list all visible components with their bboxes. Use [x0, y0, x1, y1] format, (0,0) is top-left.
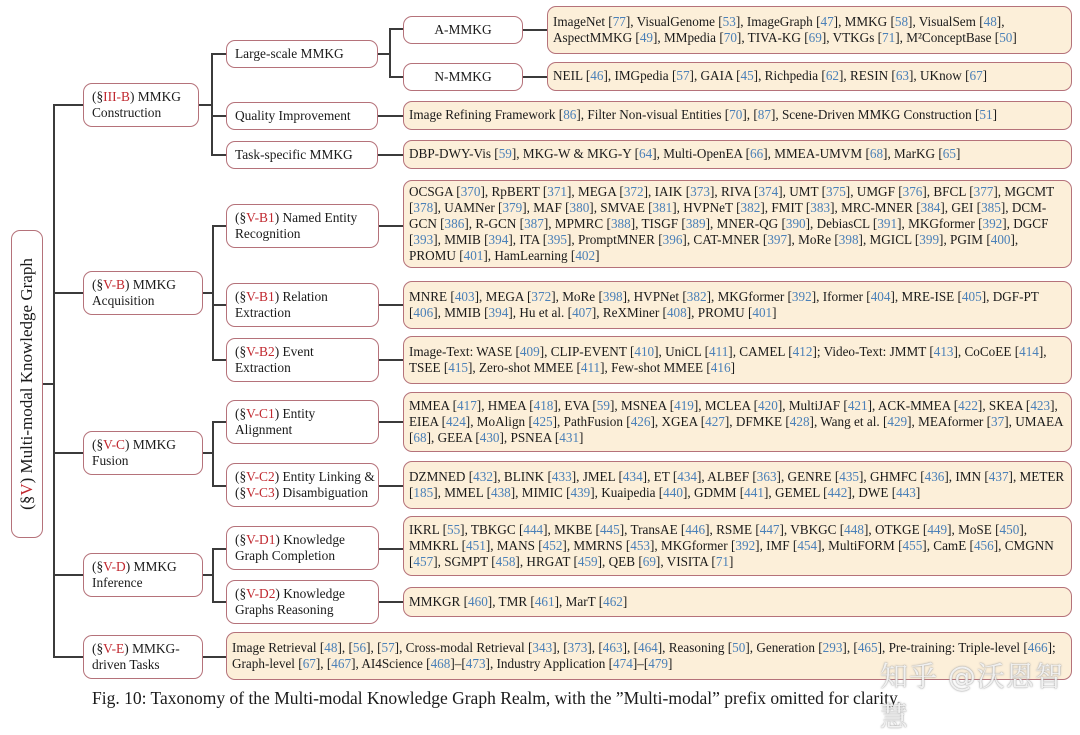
citation-number[interactable]: 382: [686, 288, 707, 304]
citation-number[interactable]: 371: [547, 183, 568, 199]
citation-number[interactable]: 467: [331, 656, 352, 671]
citation-number[interactable]: 395: [547, 232, 567, 248]
citation-number[interactable]: 398: [602, 288, 623, 304]
citation-number[interactable]: 63: [895, 68, 910, 84]
leaf-kg-reasoning-works: MMKGR [460], TMR [461], MarT [462]: [403, 587, 1072, 617]
citation-number[interactable]: 394: [488, 305, 509, 320]
watermark: 知乎 @沃恩智慧: [880, 660, 1064, 733]
citation-number[interactable]: 392: [791, 288, 812, 304]
citation-number[interactable]: 416: [710, 360, 731, 375]
leaf-a-mmkg-works: ImageNet [77], VisualGenome [53], ImageGraph [47], MMKG [58], VisualSem [48], AspectMMKG [49], MMpedia [70], TIVA-KG [69], VTKGs [71], M²ConceptBase [50]: [547, 6, 1072, 54]
citation-number[interactable]: 392: [735, 537, 756, 553]
root-node: [11, 230, 43, 538]
citation-number[interactable]: 460: [468, 593, 488, 609]
citation-number[interactable]: 429: [887, 413, 908, 429]
citation-number[interactable]: 448: [844, 521, 864, 537]
citation-number[interactable]: 50: [999, 30, 1013, 45]
leaf-entity-alignment-works: MMEA [417], HMEA [418], EVA [59], MSNEA [419], MCLEA [420], MultiJAF [421], ACK-MMEA [422], SKEA [423], EIEA [424], MoAlign [425], PathFusion [426], XGEA [427], DFMKE [428], Wang et al. [429], MEAformer [37], UMAEA [68], GEEA [430], PSNEA [431]: [403, 392, 1072, 452]
leaf-driven-tasks-works: Image Retrieval [48], [56], [57], Cross-modal Retrieval [343], [373], [463], [464], Reasoning [50], Generation [293], [465], Pre-training: Triple-level [466]; Graph-level [67], [467], AI4Science [468]–[473], Industry Application [474]–[479]: [226, 632, 1072, 680]
citation-number[interactable]: 446: [685, 521, 706, 537]
citation-number[interactable]: 386: [444, 215, 465, 231]
citation-number[interactable]: 399: [919, 232, 940, 248]
citation-number[interactable]: 458: [495, 554, 516, 570]
citation-number[interactable]: 444: [523, 521, 544, 537]
citation-number[interactable]: 51: [979, 107, 993, 123]
citation-number[interactable]: 434: [622, 468, 643, 484]
citation-number[interactable]: 59: [498, 146, 512, 162]
citation-number[interactable]: 373: [567, 639, 588, 655]
node-knowledge-graphs-reasoning: (§V-D2) Knowledge Graphs Reasoning: [226, 580, 379, 624]
node-a-mmkg: A-MMKG: [403, 16, 523, 44]
node-named-entity-recognition: (§V-B1) Named Entity Recognition: [226, 204, 379, 248]
citation-number[interactable]: 77: [612, 13, 626, 29]
node-quality-improvement: Quality Improvement: [226, 102, 378, 130]
citation-number[interactable]: 442: [827, 485, 848, 500]
citation-number[interactable]: 468: [430, 656, 451, 671]
figure-caption: Fig. 10: Taxonomy of the Multi-modal Knowledge Graph Realm, with the ”Multi-modal” prefix omitted for clarity.: [92, 688, 901, 708]
citation-number[interactable]: 456: [973, 537, 994, 553]
citation-number[interactable]: 400: [990, 232, 1011, 248]
citation-number[interactable]: 435: [839, 468, 859, 484]
citation-number[interactable]: 425: [532, 413, 553, 429]
citation-number[interactable]: 414: [1019, 343, 1039, 359]
citation-number[interactable]: 406: [413, 305, 434, 320]
citation-number[interactable]: 402: [575, 248, 596, 264]
leaf-task-specific-works: DBP-DWY-Vis [59], MKG-W & MKG-Y [64], Multi-OpenEA [66], MMEA-UMVM [68], MarKG [65]: [403, 140, 1072, 169]
category-fusion: (§V-C) MMKG Fusion: [83, 431, 203, 475]
citation-number[interactable]: 455: [902, 537, 923, 553]
citation-number[interactable]: 427: [705, 413, 725, 429]
citation-number[interactable]: 381: [652, 199, 673, 215]
citation-number[interactable]: 443: [896, 485, 916, 500]
citation-number[interactable]: 56: [352, 639, 367, 655]
citation-number[interactable]: 436: [924, 468, 945, 484]
citation-number[interactable]: 47: [820, 13, 834, 29]
citation-number[interactable]: 71: [715, 554, 729, 570]
citation-number[interactable]: 424: [446, 413, 466, 429]
citation-number[interactable]: 388: [610, 215, 631, 231]
citation-number[interactable]: 417: [457, 397, 477, 413]
citation-number[interactable]: 461: [534, 593, 555, 609]
node-n-mmkg: N-MMKG: [403, 63, 523, 91]
citation-number[interactable]: 67: [302, 656, 316, 671]
node-relation-extraction: (§V-B1) Relation Extraction: [226, 283, 379, 327]
citation-number[interactable]: 70: [729, 107, 743, 123]
citation-number[interactable]: 45: [740, 68, 754, 84]
citation-number[interactable]: 293: [822, 639, 843, 655]
citation-number[interactable]: 405: [961, 288, 982, 304]
citation-number[interactable]: 418: [533, 397, 554, 413]
citation-number[interactable]: 428: [789, 413, 810, 429]
citation-number[interactable]: 453: [630, 537, 651, 553]
citation-number[interactable]: 439: [570, 485, 591, 500]
citation-number[interactable]: 422: [958, 397, 978, 413]
citation-number[interactable]: 464: [637, 639, 658, 655]
node-entity-linking-disambiguation: (§V-C2) Entity Linking & (§V-C3) Disambiguation: [226, 463, 379, 507]
citation-number[interactable]: 374: [758, 183, 779, 199]
leaf-quality-improvement-works: Image Refining Framework [86], Filter Non-visual Entities [70], [87], Scene-Driven MMKG Construction [51]: [403, 101, 1072, 130]
citation-number[interactable]: 64: [639, 146, 653, 162]
citation-number[interactable]: 372: [531, 288, 552, 304]
category-acquisition: (§V-B) MMKG Acquisition: [83, 271, 203, 315]
citation-number[interactable]: 68: [413, 430, 427, 446]
citation-number[interactable]: 343: [532, 639, 553, 655]
citation-number[interactable]: 462: [603, 593, 623, 609]
citation-number[interactable]: 376: [902, 183, 923, 199]
leaf-ner-works: OCSGA [370], RpBERT [371], MEGA [372], IAIK [373], RIVA [374], UMT [375], UMGF [376], BFCL [377], MGCMT [378], UAMNer [379], MAF [380], SMVAE [381], HVPNeT [382], FMIT [383], MRC-MNER [384], GEI [385], DCM-GCN [386], R-GCN [387], MPMRC [388], TISGF [389], MNER-QG [390], DebiasCL [391], MKGformer [392], DGCF [393], MMIB [394], ITA [395], PromptMNER [396], CAT-MNER [397], MoRe [398], MGICL [399], PGIM [400], PROMU [401], HamLearning [402]: [403, 180, 1072, 268]
citation-number[interactable]: 50: [732, 639, 746, 655]
node-large-scale-mmkg: Large-scale MMKG: [226, 40, 378, 68]
citation-number[interactable]: 452: [542, 537, 563, 553]
leaf-relation-extraction-works: MNRE [403], MEGA [372], MoRe [398], HVPNet [382], MKGformer [392], Iformer [404], MRE-ISE [405], DGF-PT [406], MMIB [394], Hu et al. [407], ReXMiner [408], PROMU [401]: [403, 281, 1072, 329]
leaf-event-extraction-works: Image-Text: WASE [409], CLIP-EVENT [410], UniCL [411], CAMEL [412]; Video-Text: JMMT [413], CoCoEE [414], TSEE [415], Zero-shot MMEE [411], Few-shot MMEE [416]: [403, 336, 1072, 384]
citation-number[interactable]: 46: [590, 68, 604, 84]
citation-number[interactable]: 397: [767, 232, 788, 248]
citation-number[interactable]: 447: [759, 521, 780, 537]
citation-number[interactable]: 382: [740, 199, 761, 215]
citation-number[interactable]: 454: [797, 537, 818, 553]
root-label: (§V) Multi-modal Knowledge Graph: [17, 258, 36, 510]
citation-number[interactable]: 451: [466, 537, 486, 553]
citation-number[interactable]: 440: [663, 485, 683, 500]
citation-number[interactable]: 479: [648, 656, 668, 671]
citation-number[interactable]: 66: [750, 146, 764, 162]
citation-number[interactable]: 419: [674, 397, 694, 413]
citation-number[interactable]: 392: [982, 215, 1003, 231]
citation-number[interactable]: 463: [602, 639, 623, 655]
citation-number[interactable]: 385: [981, 199, 1001, 215]
citation-number[interactable]: 55: [446, 521, 461, 537]
category-construction: (§III-B) MMKG Construction: [83, 83, 199, 127]
citation-number[interactable]: 420: [758, 397, 778, 413]
citation-number[interactable]: 62: [825, 68, 840, 84]
citation-number[interactable]: 413: [933, 343, 954, 359]
node-knowledge-graph-completion: (§V-D1) Knowledge Graph Completion: [226, 526, 379, 570]
citation-number[interactable]: 387: [524, 215, 544, 231]
citation-number[interactable]: 411: [709, 343, 729, 359]
citation-number[interactable]: 53: [722, 13, 736, 29]
citation-number[interactable]: 48: [324, 639, 338, 655]
citation-number[interactable]: 459: [577, 554, 598, 570]
citation-number[interactable]: 378: [413, 199, 434, 215]
citation-number[interactable]: 363: [756, 468, 777, 484]
citation-number[interactable]: 380: [569, 199, 590, 215]
citation-number[interactable]: 377: [973, 183, 994, 199]
citation-number[interactable]: 185: [413, 485, 434, 500]
citation-number[interactable]: 404: [870, 288, 891, 304]
citation-number[interactable]: 421: [847, 397, 868, 413]
node-event-extraction: (§V-B2) Event Extraction: [226, 338, 379, 382]
citation-number[interactable]: 37: [991, 413, 1005, 429]
category-inference: (§V-D) MMKG Inference: [83, 553, 203, 597]
citation-number[interactable]: 68: [869, 146, 884, 162]
citation-number[interactable]: 59: [596, 397, 610, 413]
citation-number[interactable]: 441: [744, 485, 764, 500]
citation-number[interactable]: 69: [808, 30, 822, 45]
citation-number[interactable]: 426: [630, 413, 651, 429]
citation-number[interactable]: 391: [877, 215, 898, 231]
leaf-entity-linking-works: DZMNED [432], BLINK [433], JMEL [434], ET [434], ALBEF [363], GENRE [435], GHMFC [436], IMN [437], METER [185], MMEL [438], MIMIC [439], Kuaipedia [440], GDMM [441], GEMEL [442], DWE [443]: [403, 461, 1072, 509]
citation-number[interactable]: 375: [826, 183, 846, 199]
citation-number[interactable]: 449: [927, 521, 948, 537]
citation-number[interactable]: 457: [413, 554, 434, 570]
citation-number[interactable]: 423: [1030, 397, 1051, 413]
citation-number[interactable]: 58: [894, 13, 909, 29]
citation-number[interactable]: 432: [473, 468, 493, 484]
citation-number[interactable]: 431: [559, 430, 580, 446]
citation-number[interactable]: 379: [502, 199, 523, 215]
citation-number[interactable]: 433: [551, 468, 572, 484]
citation-number[interactable]: 87: [757, 107, 771, 123]
citation-number[interactable]: 407: [572, 305, 592, 320]
citation-number[interactable]: 57: [381, 639, 395, 655]
citation-number[interactable]: 409: [519, 343, 540, 359]
citation-number[interactable]: 408: [666, 305, 687, 320]
citation-number[interactable]: 445: [599, 521, 620, 537]
citation-number[interactable]: 438: [490, 485, 511, 500]
citation-number[interactable]: 384: [920, 199, 941, 215]
citation-number[interactable]: 69: [642, 554, 656, 570]
citation-number[interactable]: 396: [662, 232, 683, 248]
citation-number[interactable]: 383: [810, 199, 831, 215]
citation-number[interactable]: 415: [448, 360, 468, 375]
citation-number[interactable]: 466: [1027, 639, 1048, 655]
category-tasks: (§V-E) MMKG- driven Tasks: [83, 635, 203, 679]
citation-number[interactable]: 401: [463, 248, 484, 264]
citation-number[interactable]: 70: [723, 30, 737, 45]
citation-number[interactable]: 434: [677, 468, 698, 484]
citation-number[interactable]: 389: [685, 215, 706, 231]
citation-number[interactable]: 393: [413, 232, 434, 248]
citation-number[interactable]: 71: [882, 30, 896, 45]
node-task-specific-mmkg: Task-specific MMKG: [226, 141, 378, 169]
citation-number[interactable]: 48: [983, 13, 997, 29]
citation-number[interactable]: 437: [988, 468, 1009, 484]
citation-number[interactable]: 394: [488, 232, 509, 248]
citation-number[interactable]: 450: [999, 521, 1020, 537]
citation-number[interactable]: 390: [785, 215, 806, 231]
citation-number[interactable]: 370: [460, 183, 481, 199]
citation-number[interactable]: 473: [465, 656, 486, 671]
citation-number[interactable]: 403: [454, 288, 475, 304]
citation-number[interactable]: 474: [613, 656, 633, 671]
citation-number[interactable]: 65: [942, 146, 956, 162]
citation-number[interactable]: 67: [969, 68, 983, 84]
citation-number[interactable]: 401: [752, 305, 773, 320]
leaf-n-mmkg-works: NEIL [46], IMGpedia [57], GAIA [45], Richpedia [62], RESIN [63], UKnow [67]: [547, 62, 1072, 91]
citation-number[interactable]: 86: [563, 107, 577, 123]
citation-number[interactable]: 430: [479, 430, 500, 446]
node-entity-alignment: (§V-C1) Entity Alignment: [226, 400, 379, 444]
citation-number[interactable]: 57: [676, 68, 690, 84]
citation-number[interactable]: 410: [634, 343, 655, 359]
leaf-kg-completion-works: IKRL [55], TBKGC [444], MKBE [445], TransAE [446], RSME [447], VBKGC [448], OTKGE [449], MoSE [450], MMKRL [451], MANS [452], MMRNS [453], MKGformer [392], IMF [454], MultiFORM [455], CamE [456], CMGNN [457], SGMPT [458], HRGAT [459], QEB [69], VISITA [71]: [403, 516, 1072, 576]
citation-number[interactable]: 398: [838, 232, 859, 248]
citation-number[interactable]: 372: [623, 183, 644, 199]
citation-number[interactable]: 465: [857, 639, 878, 655]
citation-number[interactable]: 412: [792, 343, 813, 359]
citation-number[interactable]: 49: [639, 30, 654, 45]
citation-number[interactable]: 411: [580, 360, 601, 375]
citation-number[interactable]: 373: [690, 183, 710, 199]
